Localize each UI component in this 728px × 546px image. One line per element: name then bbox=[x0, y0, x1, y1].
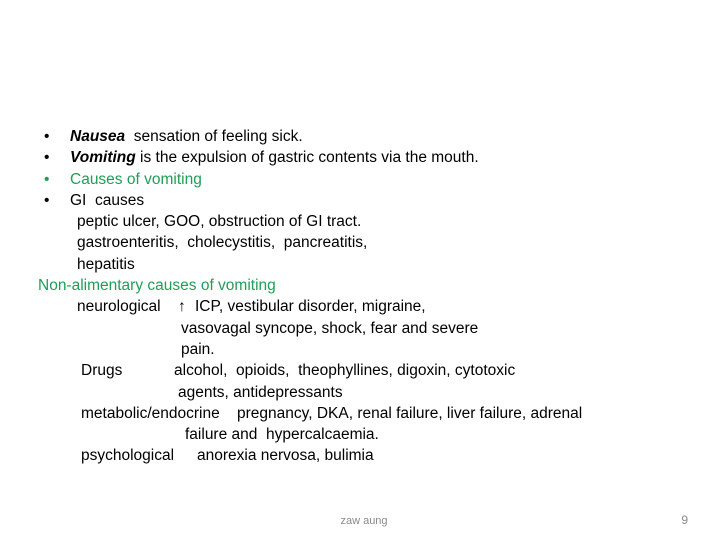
term-nausea: Nausea bbox=[70, 128, 126, 145]
arrow-up-icon: ↑ bbox=[178, 298, 186, 316]
bullet-symbol: • bbox=[44, 149, 50, 167]
bullet-item-causes bbox=[0, 169, 728, 190]
bullet-item-vomiting bbox=[0, 147, 728, 168]
bullet-symbol: • bbox=[44, 170, 50, 188]
gi-line bbox=[0, 232, 728, 253]
gi-line bbox=[0, 254, 728, 275]
gi-line-text: gastroenteritis, cholecystitis, pancreatitis, bbox=[77, 234, 368, 252]
definition-nausea: sensation of feeling sick. bbox=[125, 128, 303, 145]
definition-vomiting: is the expulsion of gastric contents via the mouth. bbox=[135, 149, 479, 167]
neurological-label: neurological bbox=[77, 298, 161, 316]
metabolic-text: failure and hypercalcaemia. bbox=[185, 426, 379, 444]
footer-author: zaw aung bbox=[340, 515, 388, 527]
drugs-text: agents, antidepressants bbox=[178, 383, 343, 401]
non-alimentary-heading-row bbox=[0, 275, 728, 296]
neurological-row bbox=[0, 318, 728, 339]
non-alimentary-heading: Non-alimentary causes of vomiting bbox=[38, 277, 276, 295]
term-vomiting: Vomiting bbox=[70, 149, 136, 167]
gi-causes-heading: GI causes bbox=[70, 191, 145, 209]
gi-line-text: peptic ulcer, GOO, obstruction of GI tract. bbox=[77, 213, 362, 231]
page-number: 9 bbox=[681, 513, 688, 527]
metabolic-row bbox=[0, 424, 728, 445]
neurological-row bbox=[0, 296, 728, 317]
neurological-text: pain. bbox=[181, 340, 215, 358]
bullet-text bbox=[70, 126, 303, 147]
bullet-symbol: • bbox=[44, 191, 50, 209]
drugs-label: Drugs bbox=[81, 362, 123, 380]
bullet-symbol: • bbox=[44, 128, 50, 145]
drugs-row bbox=[0, 360, 728, 381]
gi-line-text: hepatitis bbox=[77, 255, 135, 273]
bullet-item-gi-causes bbox=[0, 190, 728, 211]
bullet-text bbox=[70, 147, 479, 168]
drugs-text: alcohol, opioids, theophyllines, digoxin, cytotoxic bbox=[174, 362, 516, 380]
psychological-row bbox=[0, 445, 728, 466]
psychological-label: psychological bbox=[81, 447, 175, 465]
causes-heading: Causes of vomiting bbox=[70, 170, 202, 188]
metabolic-row bbox=[0, 403, 728, 424]
neurological-text: ICP, vestibular disorder, migraine, bbox=[195, 298, 426, 316]
gi-line bbox=[0, 211, 728, 232]
metabolic-text: pregnancy, DKA, renal failure, liver failure, adrenal bbox=[237, 404, 583, 422]
neurological-text: vasovagal syncope, shock, fear and severe bbox=[181, 319, 479, 337]
metabolic-label: metabolic/endocrine bbox=[81, 404, 220, 422]
neurological-row bbox=[0, 339, 728, 360]
bullet-item-nausea bbox=[0, 126, 728, 147]
psychological-text: anorexia nervosa, bulimia bbox=[197, 447, 374, 465]
slide-content bbox=[0, 126, 728, 467]
drugs-row bbox=[0, 382, 728, 403]
